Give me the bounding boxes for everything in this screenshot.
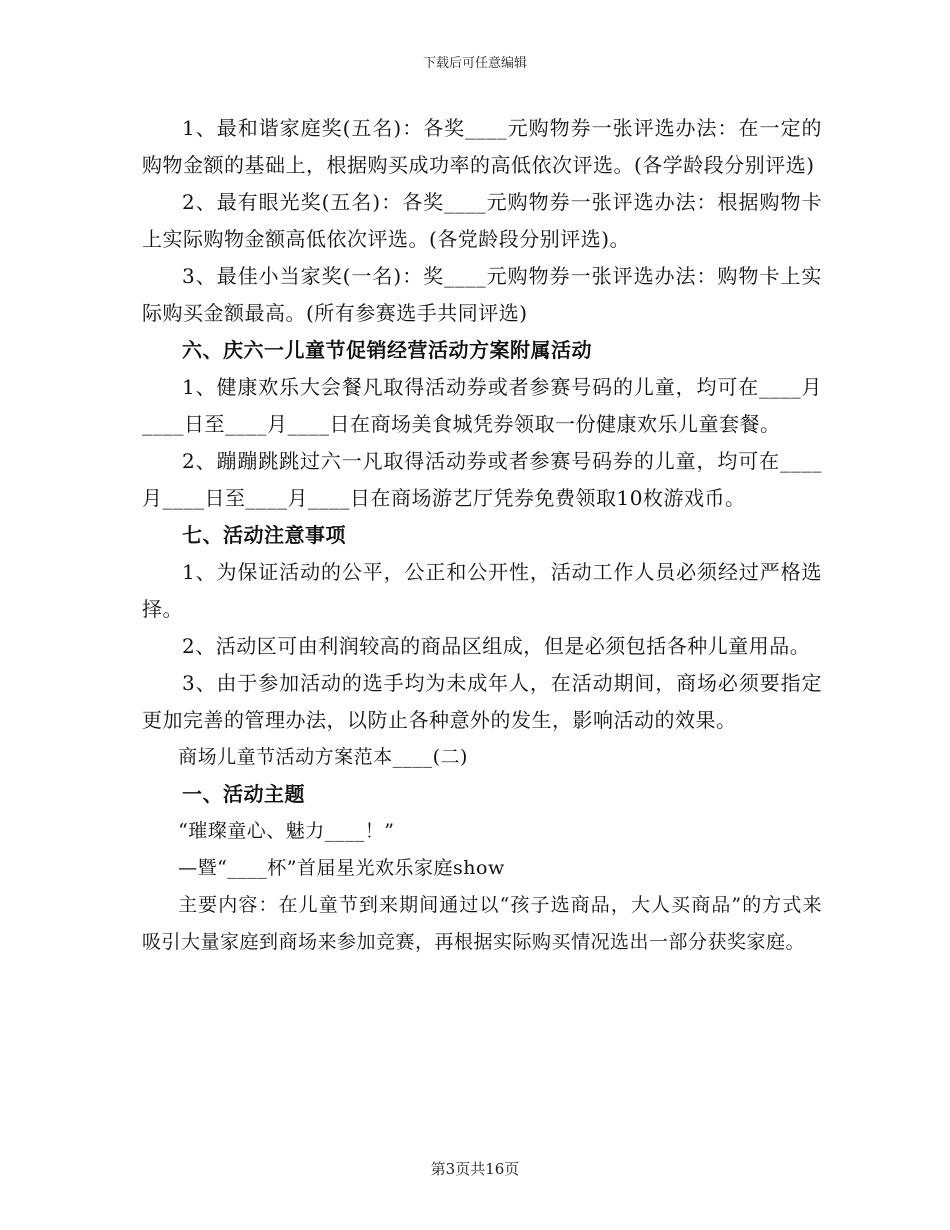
section-heading-theme: 一、活动主题 — [182, 782, 305, 806]
paragraph-award-little-manager: 3、最佳小当家奖(一名)：奖____元购物券一张评选办法：购物卡上实际购买金额最高。(所有参赛选手共同评选) — [142, 264, 822, 325]
page-footer: 第3页共16页 — [430, 1160, 520, 1178]
page-header: 下载后可任意编辑 — [422, 56, 527, 71]
section-heading-seven: 七、活动注意事项 — [182, 523, 346, 547]
paragraph-activity-area: 2、活动区可由利润较高的商品区组成，但是必须包括各种儿童用品。 — [182, 634, 811, 658]
paragraph-safety: 3、由于参加活动的选手均为未成年人，在活动期间，商场必须要指定更加完善的管理办法，以防止各种意外的发生，影响活动的效果。 — [142, 671, 822, 732]
paragraph-game-coins: 2、蹦蹦跳跳过六一凡取得活动券或者参赛号码券的儿童，均可在____月____日至____月____日在商场游艺厅凭券免费领取10枚游戏币。 — [142, 449, 822, 510]
paragraph-theme-show: —暨“____杯”首届星光欢乐家庭show — [178, 857, 505, 879]
paragraph-healthy-meal: 1、健康欢乐大会餐凡取得活动券或者参赛号码的儿童，均可在____月____日至____月____日在商场美食城凭券领取一份健康欢乐儿童套餐。 — [142, 375, 822, 436]
paragraph-award-harmonious-family: 1、最和谐家庭奖(五名)：各奖____元购物券一张评选办法：在一定的购物金额的基础上，根据购买成功率的高低依次评选。(各学龄段分别评选) — [142, 116, 822, 177]
paragraph-theme-slogan: “璀璨童心、魅力____！” — [178, 820, 395, 842]
paragraph-award-best-vision: 2、最有眼光奖(五名)：各奖____元购物券一张评选办法：根据购物卡上实际购物金额高低依次评选。(各党龄段分别评选)。 — [142, 190, 822, 251]
paragraph-template-title: 商场儿童节活动方案范本____(二) — [178, 746, 468, 768]
paragraph-main-content: 主要内容：在儿童节到来期间通过以“孩子选商品，大人买商品”的方式来吸引大量家庭到商场来参加竞赛，再根据实际购买情况选出一部分获奖家庭。 — [142, 894, 822, 953]
paragraph-fairness: 1、为保证活动的公平，公正和公开性，活动工作人员必须经过严格选择。 — [142, 560, 822, 621]
section-heading-six: 六、庆六一儿童节促销经营活动方案附属活动 — [182, 338, 592, 362]
document-body — [142, 110, 822, 961]
